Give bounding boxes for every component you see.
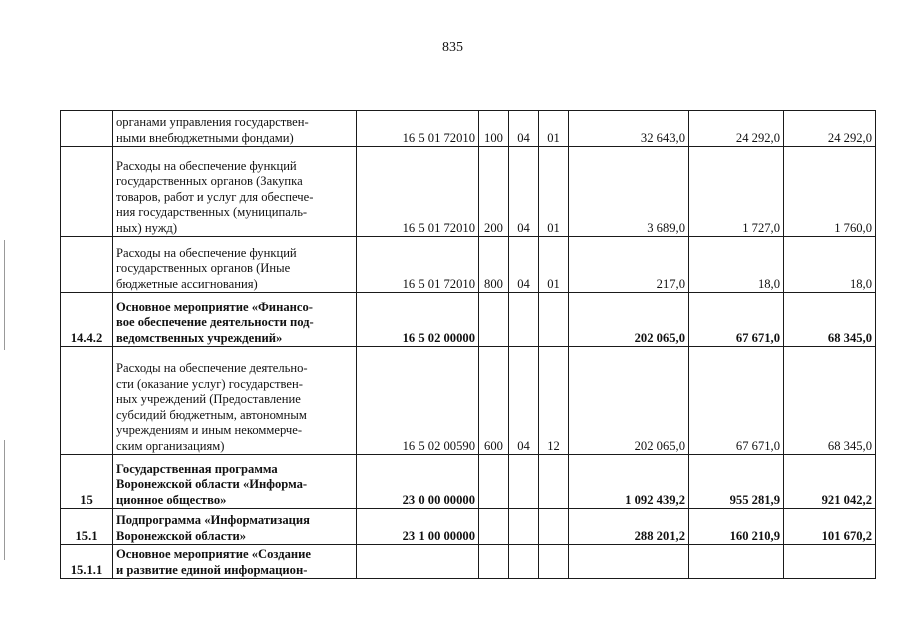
expense-name — [113, 455, 357, 509]
row-number-text: 15.1 — [75, 528, 98, 543]
expense-type-code-text: 800 — [484, 276, 503, 291]
amount-year-3 — [784, 455, 876, 509]
expense-type-code — [479, 111, 509, 147]
expense-name-text: Основное мероприятие «Финансо- вое обеспечение деятельности под- ведомственных учреждений» — [116, 299, 314, 345]
row-number-text: 14.4.2 — [70, 330, 103, 345]
amount-year-2-text: 67 671,0 — [735, 438, 780, 453]
row-number-text: 15.1.1 — [70, 562, 103, 577]
amount-year-2 — [689, 293, 784, 347]
table-row — [61, 237, 876, 293]
amount-year-2 — [689, 455, 784, 509]
row-number — [61, 545, 113, 579]
amount-year-1-text: 32 643,0 — [640, 130, 685, 145]
subsection-code — [539, 293, 569, 347]
section-code — [509, 347, 539, 455]
row-number — [61, 509, 113, 545]
subsection-code — [539, 455, 569, 509]
subsection-code — [539, 237, 569, 293]
row-number — [61, 147, 113, 237]
subsection-code — [539, 347, 569, 455]
section-code — [509, 147, 539, 237]
subsection-code — [539, 545, 569, 579]
budget-table — [60, 110, 876, 579]
amount-year-2-text: 160 210,9 — [729, 528, 780, 543]
expense-type-code — [479, 455, 509, 509]
amount-year-1 — [569, 293, 689, 347]
expense-name — [113, 509, 357, 545]
section-code-text: 04 — [517, 438, 530, 453]
amount-year-1 — [569, 147, 689, 237]
target-article-code — [357, 111, 479, 147]
amount-year-3-text: 68 345,0 — [827, 438, 872, 453]
row-number — [61, 347, 113, 455]
expense-type-code — [479, 237, 509, 293]
page-number: 835 — [442, 40, 463, 55]
target-article-code — [357, 545, 479, 579]
subsection-code-text: 01 — [547, 276, 560, 291]
row-number — [61, 455, 113, 509]
section-code-text: 04 — [517, 220, 530, 235]
target-article-code-text: 16 5 01 72010 — [402, 220, 475, 235]
expense-name — [113, 147, 357, 237]
target-article-code-text: 16 5 02 00000 — [402, 330, 475, 345]
target-article-code — [357, 293, 479, 347]
target-article-code — [357, 347, 479, 455]
amount-year-1 — [569, 455, 689, 509]
amount-year-3 — [784, 293, 876, 347]
section-code — [509, 111, 539, 147]
amount-year-2-text: 67 671,0 — [735, 330, 780, 345]
amount-year-3 — [784, 509, 876, 545]
expense-type-code — [479, 147, 509, 237]
section-code — [509, 509, 539, 545]
amount-year-3-text: 68 345,0 — [827, 330, 872, 345]
expense-name-text: Расходы на обеспечение функций государственных органов (Иные бюджетные ассигнования) — [116, 245, 297, 291]
expense-name — [113, 237, 357, 293]
section-code — [509, 237, 539, 293]
expense-name — [113, 293, 357, 347]
section-code — [509, 455, 539, 509]
table-row — [61, 293, 876, 347]
amount-year-1-text: 202 065,0 — [634, 330, 685, 345]
scan-edge-mark — [4, 440, 5, 560]
amount-year-2-text: 1 727,0 — [742, 220, 780, 235]
amount-year-3-text: 24 292,0 — [827, 130, 872, 145]
amount-year-1 — [569, 347, 689, 455]
amount-year-2-text: 955 281,9 — [729, 492, 780, 507]
row-number — [61, 293, 113, 347]
amount-year-3 — [784, 237, 876, 293]
table-row — [61, 347, 876, 455]
amount-year-1-text: 217,0 — [656, 276, 685, 291]
amount-year-1-text: 1 092 439,2 — [625, 492, 685, 507]
expense-type-code — [479, 509, 509, 545]
amount-year-1-text: 3 689,0 — [647, 220, 685, 235]
amount-year-2 — [689, 347, 784, 455]
expense-name — [113, 111, 357, 147]
amount-year-3 — [784, 347, 876, 455]
target-article-code-text: 16 5 01 72010 — [402, 276, 475, 291]
amount-year-2 — [689, 111, 784, 147]
amount-year-1 — [569, 111, 689, 147]
table-row — [61, 111, 876, 147]
expense-type-code — [479, 347, 509, 455]
target-article-code — [357, 455, 479, 509]
amount-year-2 — [689, 509, 784, 545]
row-number-text: 15 — [80, 492, 93, 507]
section-code — [509, 545, 539, 579]
amount-year-1 — [569, 509, 689, 545]
expense-name-text: Государственная программа Воронежской области «Информа- ционное общество» — [116, 461, 308, 507]
row-number — [61, 111, 113, 147]
subsection-code — [539, 147, 569, 237]
amount-year-2 — [689, 147, 784, 237]
amount-year-1 — [569, 237, 689, 293]
target-article-code-text: 16 5 01 72010 — [402, 130, 475, 145]
expense-type-code — [479, 293, 509, 347]
expense-name — [113, 545, 357, 579]
section-code-text: 04 — [517, 130, 530, 145]
table-row — [61, 509, 876, 545]
amount-year-2-text: 24 292,0 — [735, 130, 780, 145]
amount-year-3-text: 921 042,2 — [821, 492, 872, 507]
subsection-code — [539, 509, 569, 545]
section-code-text: 04 — [517, 276, 530, 291]
amount-year-3-text: 18,0 — [849, 276, 872, 291]
expense-name-text: Подпрограмма «Информатизация Воронежской области» — [116, 513, 310, 543]
scan-edge-mark — [4, 240, 5, 350]
expense-name-text: Расходы на обеспечение функций государственных органов (Закупка товаров, работ и услуг для обеспече- ния государственных (муниципаль- ных) нужд) — [116, 158, 314, 235]
amount-year-2-text: 18,0 — [757, 276, 780, 291]
expense-name — [113, 347, 357, 455]
section-code — [509, 293, 539, 347]
table-row — [61, 545, 876, 579]
amount-year-3-text: 101 670,2 — [821, 528, 872, 543]
amount-year-3-text: 1 760,0 — [834, 220, 872, 235]
expense-type-code-text: 200 — [484, 220, 503, 235]
expense-name-text: Расходы на обеспечение деятельно- сти (оказание услуг) государствен- ных учреждений (Предоставление субсидий бюджетным, автономным учреждениям и иным некоммерче- ским организациям) — [116, 361, 308, 453]
table-row — [61, 455, 876, 509]
amount-year-1-text: 202 065,0 — [634, 438, 685, 453]
expense-name-text: Основное мероприятие «Создание и развитие единой информацион- — [116, 547, 311, 577]
subsection-code-text: 01 — [547, 220, 560, 235]
amount-year-3 — [784, 545, 876, 579]
subsection-code — [539, 111, 569, 147]
target-article-code-text: 23 0 00 00000 — [402, 492, 475, 507]
amount-year-1 — [569, 545, 689, 579]
subsection-code-text: 12 — [547, 438, 560, 453]
amount-year-3 — [784, 111, 876, 147]
expense-type-code-text: 600 — [484, 438, 503, 453]
expense-name-text: органами управления государствен- ными внебюджетными фондами) — [116, 115, 309, 145]
subsection-code-text: 01 — [547, 130, 560, 145]
amount-year-3 — [784, 147, 876, 237]
target-article-code-text: 16 5 02 00590 — [402, 438, 475, 453]
target-article-code — [357, 509, 479, 545]
amount-year-1-text: 288 201,2 — [634, 528, 685, 543]
amount-year-2 — [689, 545, 784, 579]
target-article-code — [357, 147, 479, 237]
row-number — [61, 237, 113, 293]
expense-type-code — [479, 545, 509, 579]
amount-year-2 — [689, 237, 784, 293]
target-article-code — [357, 237, 479, 293]
table-row — [61, 147, 876, 237]
target-article-code-text: 23 1 00 00000 — [402, 528, 475, 543]
expense-type-code-text: 100 — [484, 130, 503, 145]
